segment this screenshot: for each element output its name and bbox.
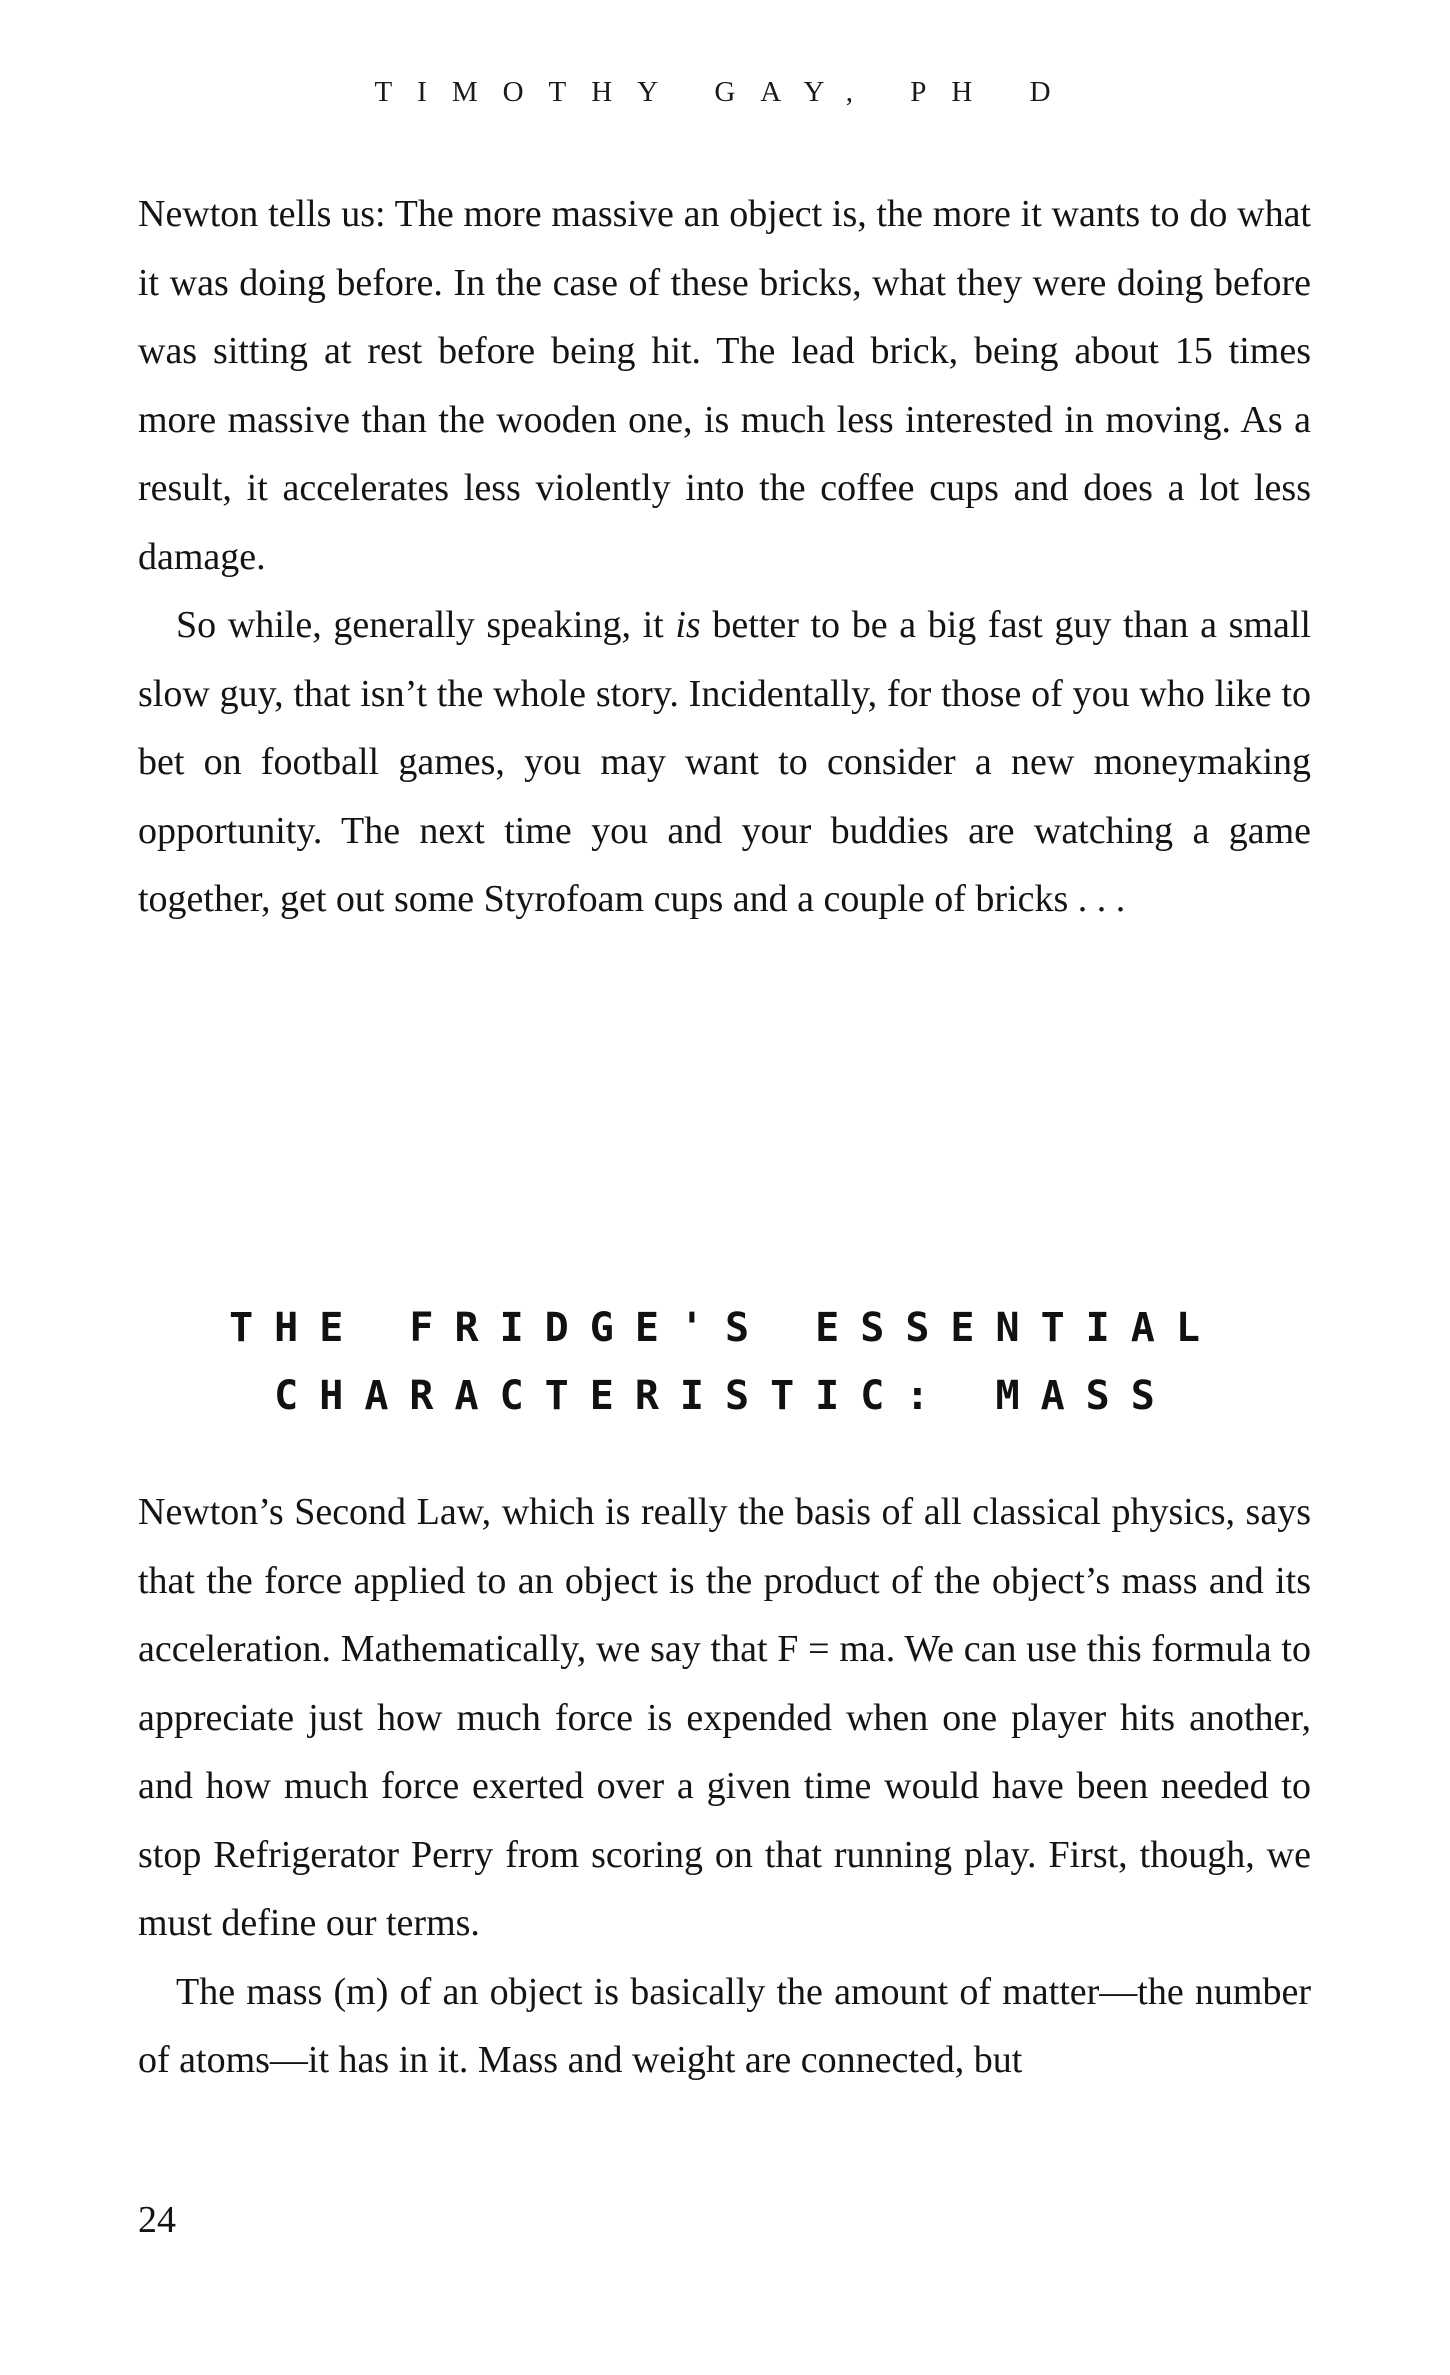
running-head: TIMOTHY GAY, PH D xyxy=(374,76,1076,108)
paragraph-text-end: better to be a big fast guy than a small slow guy, that isn’t the whole story. Incidentally, for those of you who like to bet on football games, you may want to consider a new moneymaking opportunity. The next time you and your buddies are watching a game together, get out some Styrofoam cups and a couple of bricks . . . xyxy=(138,604,1311,920)
emphasis-is: is xyxy=(675,604,701,646)
paragraph-newton-massive: Newton tells us: The more massive an object is, the more it wants to do what it was doing before. In the case of these bricks, what they were doing before was sitting at rest before being hit. The lead brick, being about 15 times more massive than the wooden one, is much less interested in moving. As a result, it accelerates less violently into the coffee cups and does a lot less damage. xyxy=(138,193,1311,578)
paragraph-mass-definition: The mass (m) of an object is basically the amount of matter—the number of atoms—it has in it. Mass and weight are connected, but xyxy=(138,1970,1311,2081)
page-number: 24 xyxy=(138,2199,176,2241)
paragraph-text-start: So while, generally speaking, it xyxy=(176,604,676,646)
paragraph-big-fast-guy xyxy=(138,591,1311,934)
section-heading-line-1: THE FRIDGE'S ESSENTIAL xyxy=(229,1305,1221,1351)
body-text-bottom xyxy=(138,1478,1311,2095)
section-heading xyxy=(0,1294,1450,1430)
paragraph-second-law: Newton’s Second Law, which is really the basis of all classical physics, says that the force applied to an object is the product of the object’s mass and its acceleration. Mathematically, we say that F = ma. We can use this formula to appreciate just how much force is expended when one player hits another, and how much force exerted over a given time would have been needed to stop Refrigerator Perry from scoring on that running play. First, though, we must define our terms. xyxy=(138,1491,1311,1944)
section-heading-line-2: CHARACTERISTIC: MASS xyxy=(274,1373,1176,1419)
body-text-top xyxy=(138,180,1311,934)
